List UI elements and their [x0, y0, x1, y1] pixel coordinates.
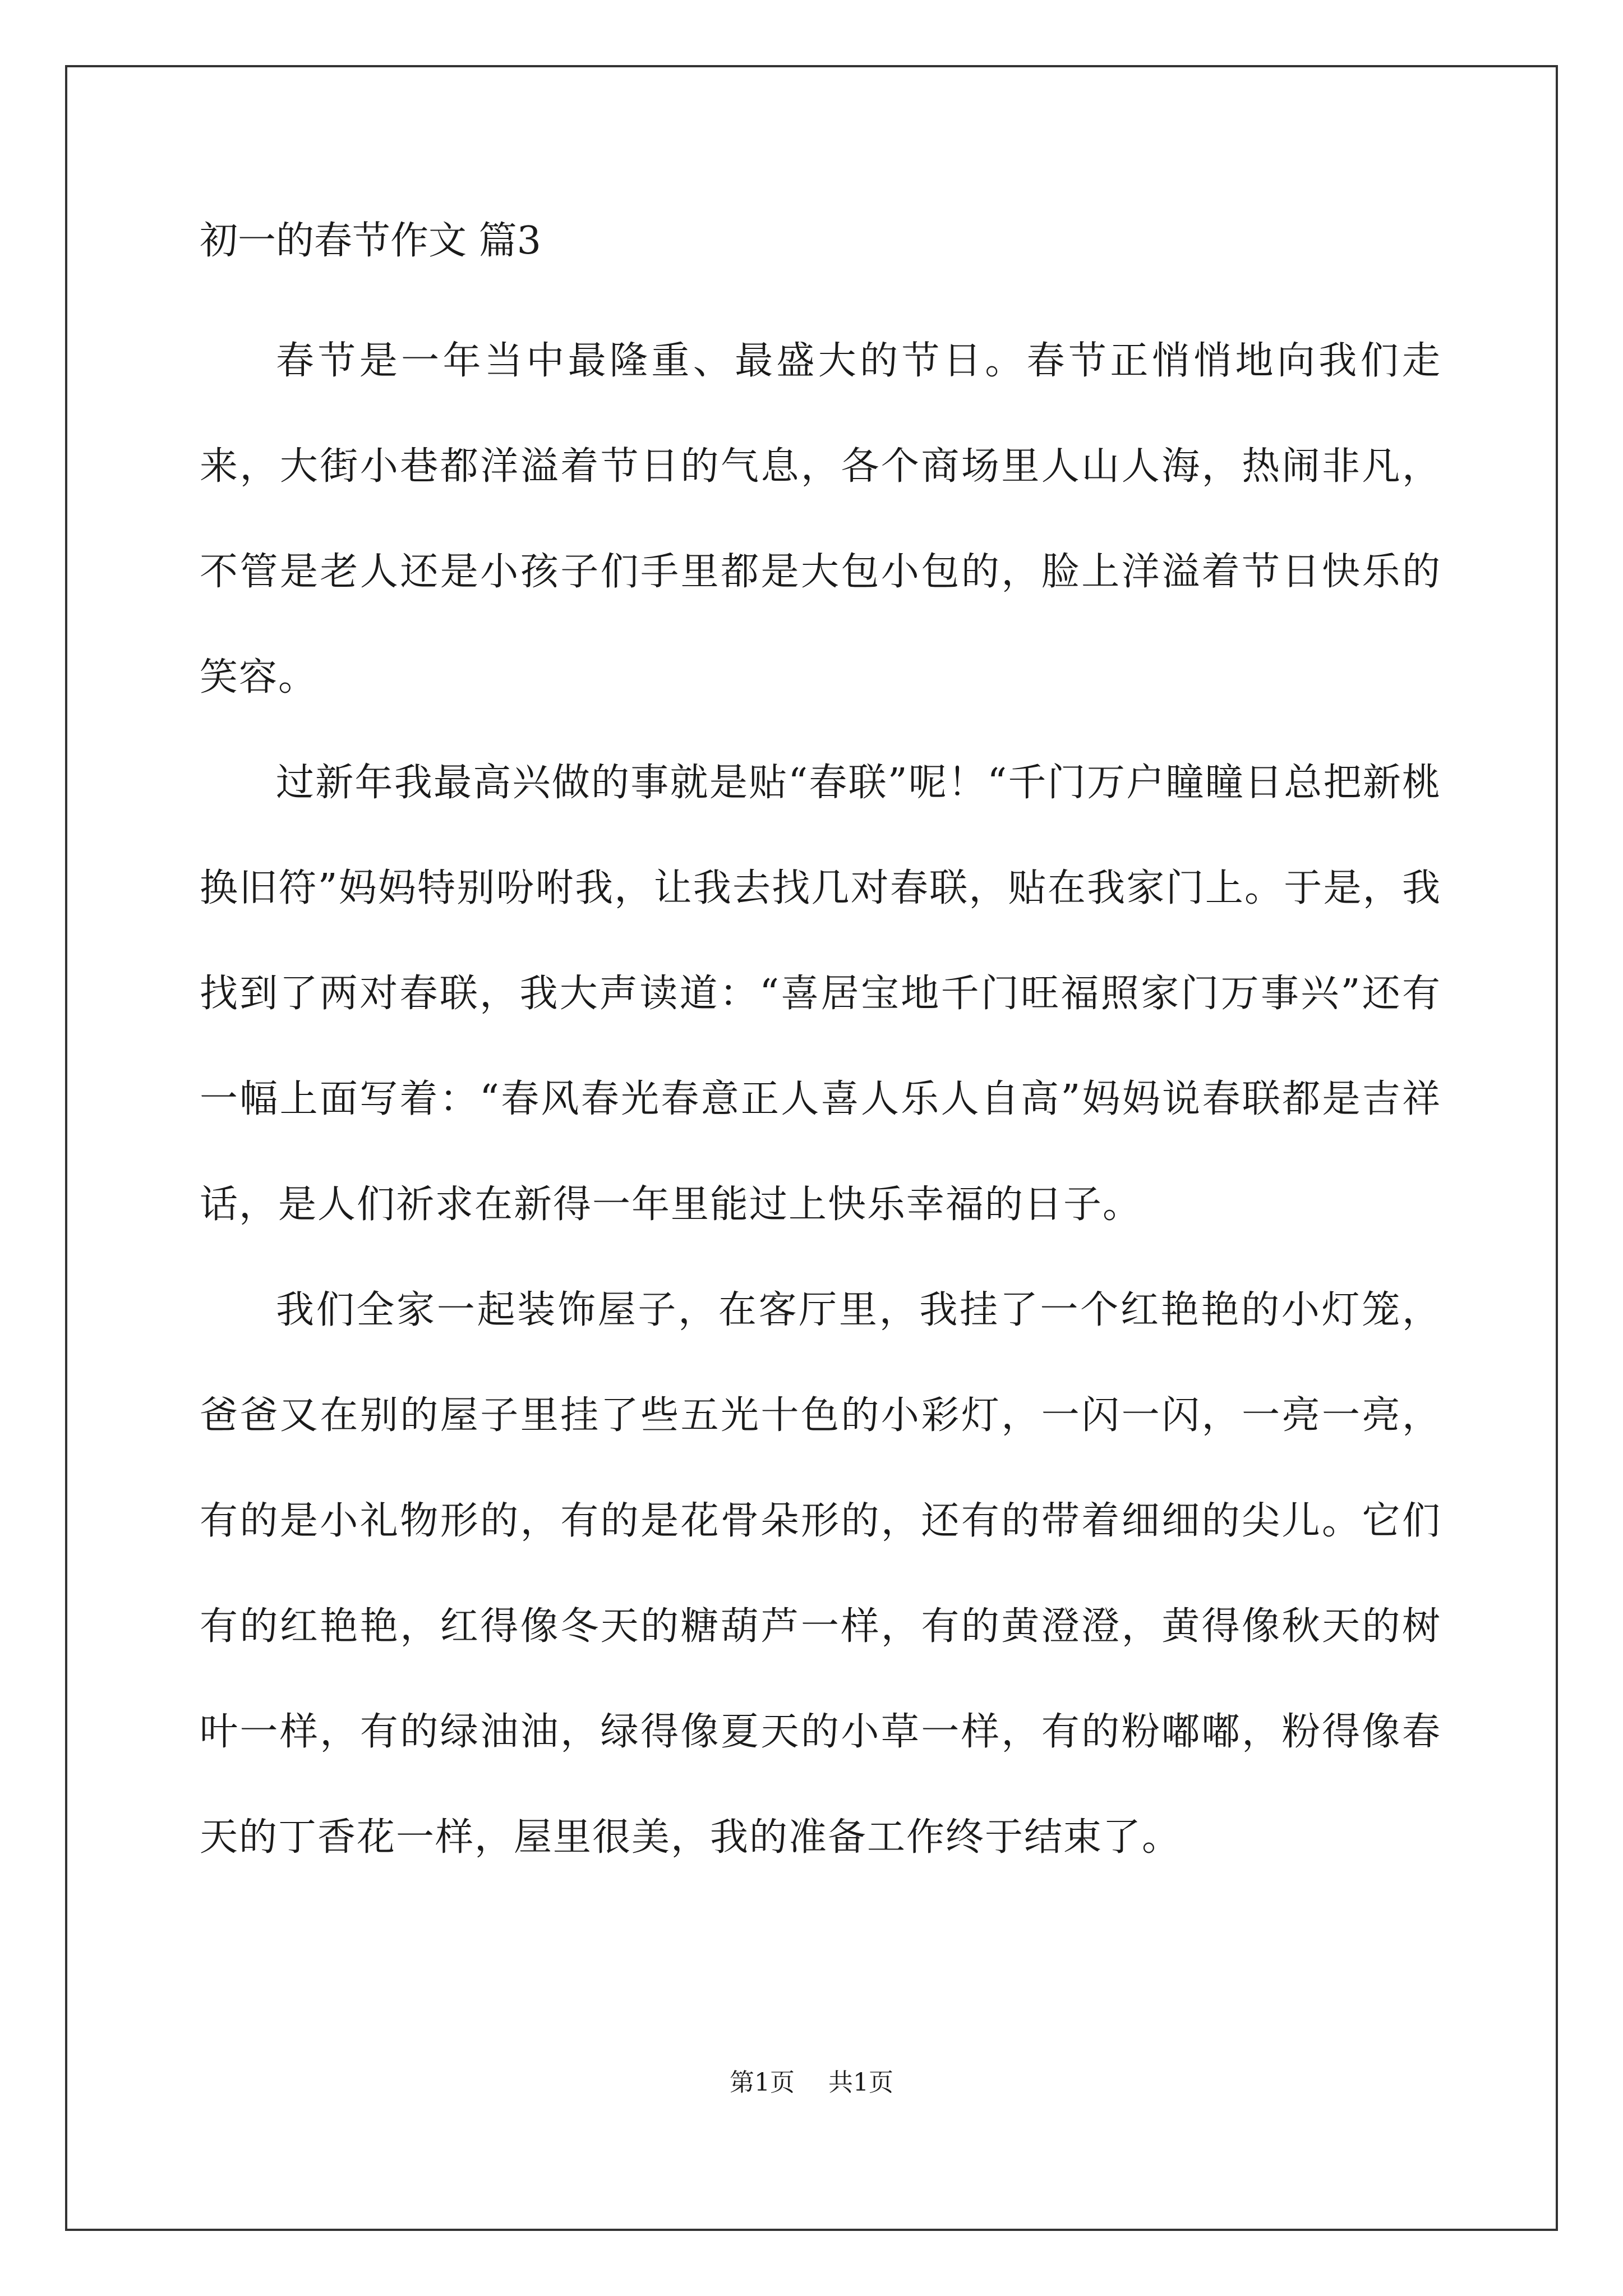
document-title: 初一的春节作文 篇3 — [200, 219, 541, 263]
document-body — [200, 213, 1441, 1890]
page-number-total: 共1页 — [828, 2068, 893, 2097]
paragraph-2: 过新年我最高兴做的事就是贴“春联”呢！“千门万户瞳瞳日总把新桃换旧符”妈妈特别吩咐我，让我去找几对春联，贴在我家门上。于是，我找到了两对春联，我大声读道：“喜居宝地千门旺福照家门万事兴”还有一幅上面写着：“春风春光春意正人喜人乐人自高”妈妈说春联都是吉祥话，是人们祈求在新得一年里能过上快乐幸福的日子。 — [200, 761, 1441, 1227]
page-number-current: 第1页 — [730, 2068, 795, 2097]
paragraph-1: 春节是一年当中最隆重、最盛大的节日。春节正悄悄地向我们走来，大街小巷都洋溢着节日的气息，各个商场里人山人海，热闹非凡，不管是老人还是小孩子们手里都是大包小包的，脸上洋溢着节日快乐的笑容。 — [200, 339, 1441, 700]
paragraph-3: 我们全家一起装饰屋子，在客厅里，我挂了一个红艳艳的小灯笼，爸爸又在别的屋子里挂了些五光十色的小彩灯，一闪一闪，一亮一亮，有的是小礼物形的，有的是花骨朵形的，还有的带着细细的尖儿。它们有的红艳艳，红得像冬天的糖葫芦一样，有的黄澄澄，黄得像秋天的树叶一样，有的绿油油，绿得像夏天的小草一样，有的粉嘟嘟，粉得像春天的丁香花一样，屋里很美，我的准备工作终于结束了。 — [200, 1288, 1441, 1860]
page-footer — [0, 2062, 1623, 2098]
